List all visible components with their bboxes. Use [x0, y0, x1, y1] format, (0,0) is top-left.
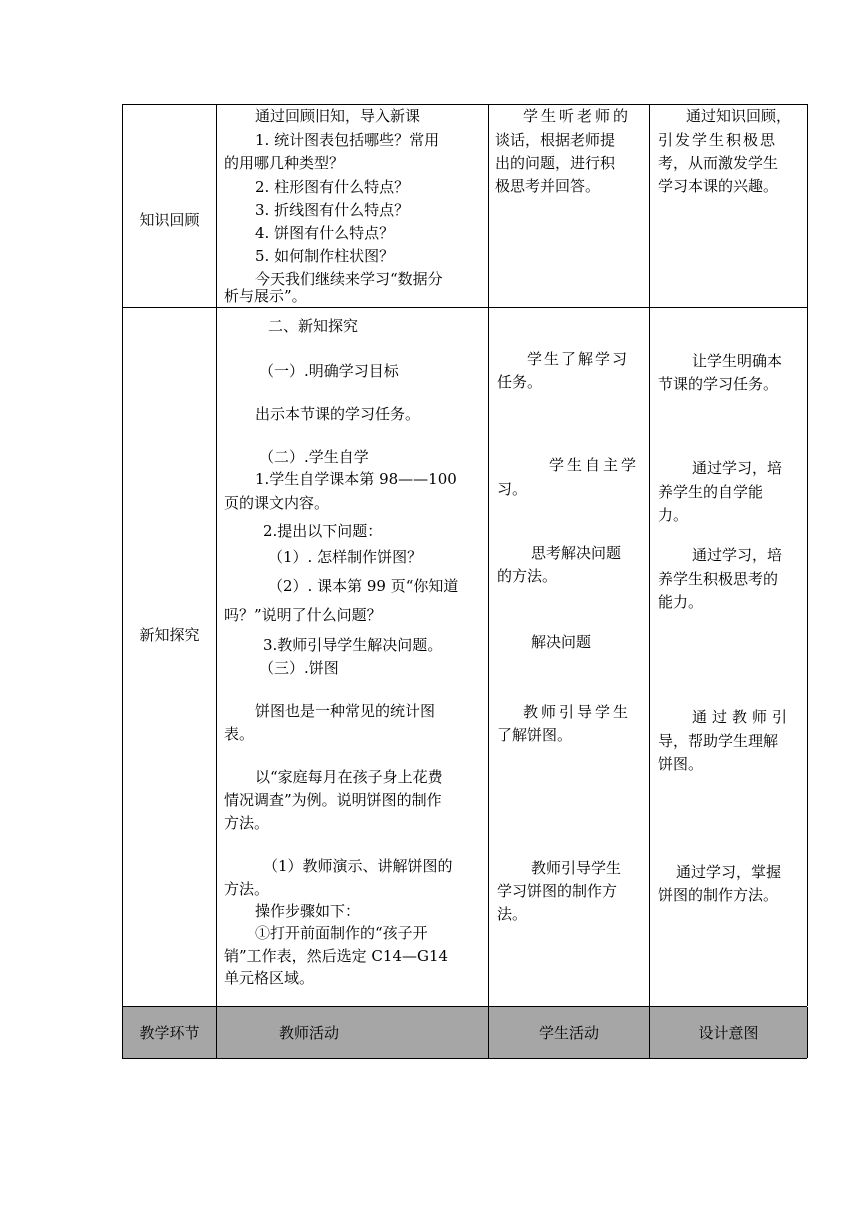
- text-line: 法。: [497, 905, 528, 923]
- table-row-review: [122, 104, 808, 307]
- text-line: 页的课文内容。: [224, 494, 330, 512]
- text-line: （2）. 课本第 99 页“你知道: [268, 577, 459, 595]
- section-cell: [123, 307, 217, 1006]
- text-line: 通过学习，掌握: [676, 863, 782, 881]
- text-line: 出示本节课的学习任务。: [255, 405, 421, 423]
- text-line: （三）.饼图: [259, 659, 339, 677]
- text-line: 2.提出以下问题：: [263, 522, 383, 540]
- text-line: 习。: [497, 480, 528, 498]
- text-line: 通过知识回顾，: [686, 107, 792, 125]
- text-line: ①打开前面制作的“孩子开: [255, 924, 428, 942]
- teacher-activity-cell: [217, 104, 489, 307]
- text-line: 了解饼图。: [497, 726, 573, 744]
- text-line: 1. 统计图表包括哪些？常用: [255, 131, 440, 149]
- text-line: 养学生积极思考的: [658, 570, 779, 588]
- text-line: 出的问题，进行积: [495, 154, 616, 172]
- text-line: （一）.明确学习目标: [259, 362, 399, 380]
- text-line: 教师引导学生: [523, 703, 632, 721]
- text-line: （1）. 怎样制作饼图？: [268, 548, 423, 566]
- text-line: 学习本课的兴趣。: [658, 177, 779, 195]
- text-line: 方法。: [224, 880, 270, 898]
- text-line: 3.教师引导学生解决问题。: [263, 636, 443, 654]
- text-line: 的用哪几种类型？: [224, 154, 345, 172]
- text-line: 饼图的制作方法。: [658, 886, 779, 904]
- text-line: 饼图。: [658, 755, 704, 773]
- text-line: 销”工作表，然后选定 C14—G14: [224, 947, 449, 965]
- text-line: 以“家庭每月在孩子身上花费: [255, 768, 443, 786]
- text-line: 通过回顾旧知，导入新课: [255, 107, 421, 125]
- text-line: 二、新知探究: [268, 317, 359, 335]
- text-line: 2. 柱形图有什么特点？: [255, 178, 410, 196]
- text-line: 教师引导学生: [531, 859, 622, 877]
- text-line: 能力。: [658, 593, 704, 611]
- header-cell-section: 教学环节: [123, 1007, 217, 1058]
- text-line: （二）.学生自学: [259, 448, 369, 466]
- header-cell-intent: 设计意图: [698, 1024, 759, 1042]
- text-line: 单元格区域。: [224, 969, 315, 987]
- text-line: 5. 如何制作柱状图？: [255, 247, 395, 265]
- text-line: 4. 饼图有什么特点？: [255, 224, 395, 242]
- design-intent-cell: [650, 307, 807, 1006]
- section-label: 新知探究: [139, 626, 200, 644]
- text-line: 节课的学习任务。: [658, 375, 779, 393]
- text-line: 方法。: [224, 814, 270, 832]
- text-line: 解决问题: [531, 633, 592, 651]
- text-line: 吗？”说明了什么问题？: [224, 606, 382, 624]
- text-line: 力。: [658, 506, 689, 524]
- section-label: 知识回顾: [139, 211, 200, 229]
- text-line: 考，从而激发学生: [658, 154, 779, 172]
- text-line: 通过学习，培: [692, 459, 783, 477]
- text-line: 谈话，根据老师提: [495, 131, 616, 149]
- text-line: 今天我们继续来学习“数据分: [255, 270, 443, 288]
- text-line: 的方法。: [497, 567, 558, 585]
- text-line: 引发学生积极思: [658, 131, 778, 149]
- text-line: 学生听老师的: [523, 107, 632, 125]
- table-bottom-border: [122, 1058, 807, 1059]
- student-activity-cell: [489, 104, 650, 307]
- text-line: 思考解决问题: [531, 544, 622, 562]
- table-row-new-knowledge: [122, 307, 808, 1006]
- table-header-row: [122, 1007, 808, 1058]
- text-line: 养学生的自学能: [658, 483, 764, 501]
- design-intent-cell: [650, 104, 807, 307]
- student-activity-cell: [489, 307, 650, 1006]
- text-line: 1.学生自学课本第 98——100: [255, 470, 457, 488]
- text-line: 情况调查”为例。说明饼图的制作: [224, 791, 442, 809]
- text-line: 让学生明确本: [692, 352, 783, 370]
- text-line: 表。: [224, 725, 255, 743]
- text-line: 极思考并回答。: [495, 177, 601, 195]
- header-cell-teacher: 教师活动: [217, 1007, 489, 1058]
- text-line: 饼图也是一种常见的统计图: [255, 702, 436, 720]
- text-line: 任务。: [497, 373, 543, 391]
- text-line: 学生自主学: [549, 456, 640, 474]
- text-line: 通过学习，培: [692, 546, 783, 564]
- text-line: 导，帮助学生理解: [658, 732, 779, 750]
- header-cell-student: 学生活动: [489, 1007, 650, 1058]
- text-line: 析与展示”。: [224, 287, 307, 305]
- text-line: 操作步骤如下：: [255, 902, 361, 920]
- text-line: 学生了解学习: [527, 350, 630, 368]
- section-cell: [123, 104, 217, 307]
- text-line: （1）教师演示、讲解饼图的: [263, 857, 453, 875]
- text-line: 3. 折线图有什么特点？: [255, 201, 410, 219]
- text-line: 学习饼图的制作方: [497, 882, 618, 900]
- text-line: 通过教师引: [692, 708, 793, 726]
- teacher-activity-cell: [217, 307, 489, 1006]
